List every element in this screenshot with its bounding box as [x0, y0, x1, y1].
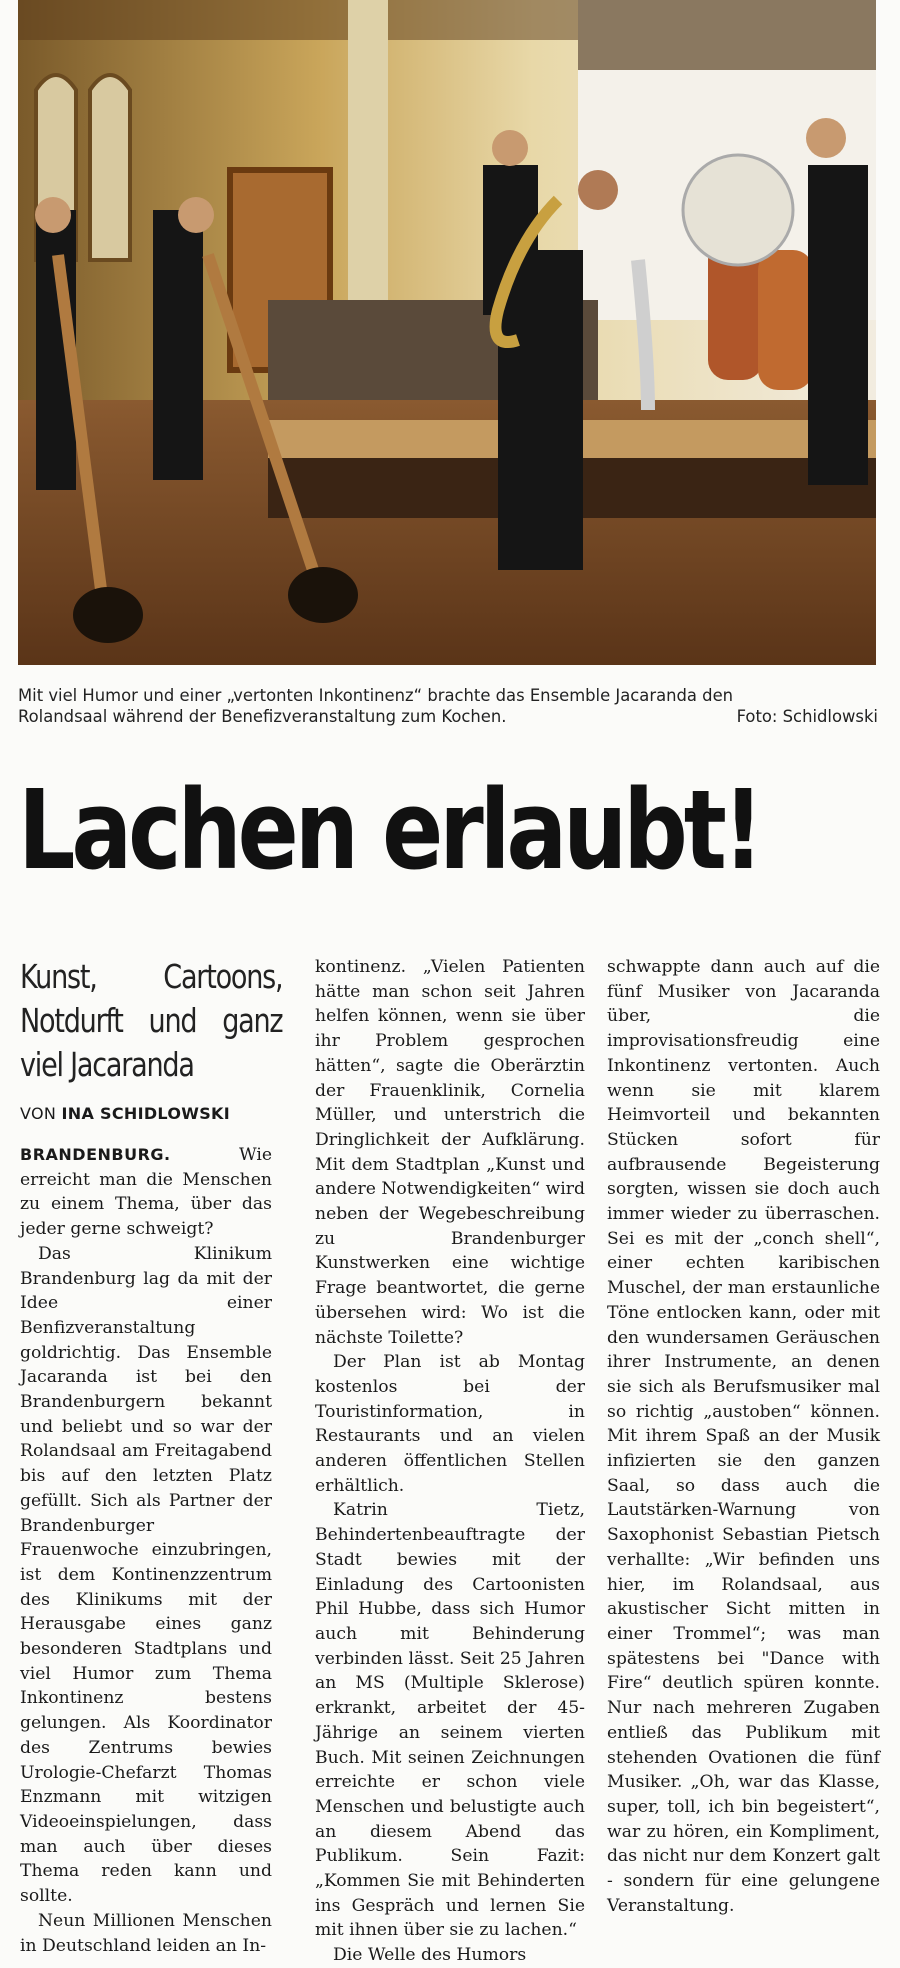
article-paragraph [20, 1143, 272, 1242]
article-paragraph: kontinenz. „Vielen Patienten hätte man schon seit Jahren helfen können, wenn sie über ihr Problem gesprochen hätten“, sagte die Oberärztin der Frauenklinik, Cornelia Müller, und unterstrich die Dringlichkeit der Aufklärung. Mit dem Stadtplan „Kunst und andere Notwendigkeiten“ wird neben der Wegebeschreibung zu Brandenburger Kunstwerken eine wichtige Frage beantwortet, die gerne übersehen wird: Wo ist die nächste Toilette? [315, 957, 585, 1348]
article-column-3 [607, 955, 880, 1918]
byline-prefix: VON [20, 1104, 57, 1123]
article-paragraph: Die Welle des Humors [333, 1945, 527, 1966]
caption-line-2 [18, 706, 878, 727]
byline-author: INA SCHIDLOWSKI [61, 1104, 230, 1123]
article-paragraph: Das Klinikum Brandenburg lag da mit der Idee einer Benfizveranstaltung goldrichtig. Das Ensemble Jacaranda ist bei den Brandenburgern bekannt und beliebt und so war der Rolandsaal am Freitagabend bis auf den letzten Platz gefüllt. Sich als Partner der Brandenburger Frauenwoche einzubringen, ist dem Kontinenzzentrum des Klinikums mit der Herausgabe eines ganz besonderen Stadtplans und viel Humor zum Thema Inkontinenz bestens gelungen. Als Koordinator des Zentrums bewies Urologie-Chefarzt Thomas Enzmann mit witzigen Videoeinspielungen, dass man auch über dieses Thema reden kann und sollte. [20, 1243, 272, 1907]
headline: Lachen erlaubt! [18, 766, 760, 894]
article-paragraph: schwappte dann auch auf die fünf Musiker von Jacaranda über, die improvisationsfreudig eine Inkontinenz vertonten. Auch wenn sie mit klarem Heimvorteil und bekannten Stücken sofort für aufbrausende Begeisterung sorgten, wissen sie doch auch immer wieder zu überraschen. Sei es mit der „conch shell“, einer echten karibischen Muschel, der man erstaunliche Töne entlocken kann, oder mit den wundersamen Geräuschen ihrer Instrumente, an denen sie sich als Berufsmusiker mal so richtig „austoben“ können. Mit ihrem Spaß an der Musik infizierten sie den ganzen Saal, so dass auch die Lautstärken-Warnung von Saxophonist Sebastian Pietsch verhallte: „Wir befinden uns hier, im Rolandsaal, aus akustischer Sicht mitten in einer Trommel“; was man spätestens bei "Dance with Fire“ deutlich spüren konnte. Nur nach mehreren Zugaben entließ das Publikum mit stehenden Ovationen die fünf Musiker. „Oh, war das Klasse, super, toll, ich bin begeistert“, war zu hören, ein Kompliment, das nicht nur dem Konzert galt - sondern für eine gelungene Veranstaltung. [607, 957, 880, 1916]
byline [20, 1103, 272, 1125]
photo-credit: Foto: Schidlowski [736, 707, 878, 726]
article-column-2 [315, 955, 585, 1968]
subheadline: Kunst, Cartoons, Notdurft und ganz viel Jacaranda [20, 957, 283, 1084]
article-paragraph: Katrin Tietz, Behindertenbeauftragte der Stadt bewies mit der Einladung des Cartoonisten Phil Hubbe, dass sich Humor auch mit Behinderung verbinden lässt. Seit 25 Jahren an MS (Multiple Sklerose) erkrankt, arbeitet der 45-Jährige an seinem vierten Buch. Mit seinen Zeichnungen erreichte er schon viele Menschen und belustigte auch an diesem Abend das Publikum. Sein Fazit: „Kommen Sie mit Behinderten ins Gespräch und lernen Sie mit ihnen über sie zu lachen.“ [315, 1500, 585, 1941]
caption-line-1: Mit viel Humor und einer „vertonten Inkontinenz“ brachte das Ensemble Jacaranda den [18, 686, 734, 705]
article-paragraph: Der Plan ist ab Montag kostenlos bei der Touristinformation, in Restaurants und an vielen anderen öffentlichen Stellen erhältlich. [315, 1352, 585, 1496]
caption-line-2-text: Rolandsaal während der Benefizveranstaltung zum Kochen. [18, 707, 507, 726]
dateline: BRANDENBURG. [20, 1145, 171, 1164]
article-column-1 [20, 955, 283, 1958]
article-paragraph: Neun Millionen Menschen in Deutschland leiden an In- [20, 1910, 272, 1956]
article-paragraph-text: Wie erreicht man die Menschen zu einem Thema, über das jeder gerne schweigt? [20, 1145, 272, 1240]
concert-photo-illustration [18, 0, 876, 665]
photo-caption [18, 685, 878, 727]
concert-photo [18, 0, 876, 665]
